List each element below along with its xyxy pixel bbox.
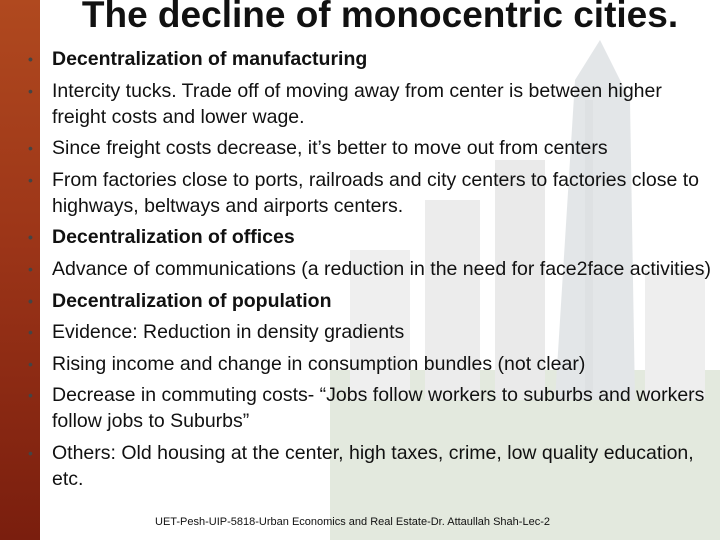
bullet-dot-icon: • [28,229,33,246]
bullet-item [24,440,714,492]
bullet-text: Advance of communications (a reduction in the need for face2face activities) [52,257,712,280]
bullet-dot-icon: • [28,292,33,309]
bullet-text: Since freight costs decrease, it’s better to move out from centers [52,137,608,160]
bullet-dot-icon: • [28,82,33,99]
bullet-text: Decentralization of population [52,289,332,312]
bullet-item [24,351,714,377]
bullet-text: Evidence: Reduction in density gradients [52,321,405,344]
bullet-item [24,288,714,314]
slide-title: The decline of monocentric cities. [81,0,679,35]
bullet-dot-icon: • [28,444,33,461]
bullet-text: Rising income and change in consumption bundles (not clear) [52,352,586,375]
bullet-dot-icon: • [28,324,33,341]
bullet-text: Others: Old housing at the center, high taxes, crime, low quality education, etc. [52,441,694,490]
bullet-item [24,224,714,250]
bullet-dot-icon: • [28,171,33,188]
bullet-text: Decentralization of offices [52,226,295,249]
bullet-list [24,46,714,498]
bullet-dot-icon: • [28,387,33,404]
bullet-dot-icon: • [28,51,33,67]
bullet-dot-icon: • [28,355,33,372]
bullet-text: Intercity tucks. Trade off of moving away from center is between higher freight costs and lower wage. [52,79,662,128]
bullet-item [24,46,714,72]
bullet-item [24,167,714,219]
bullet-dot-icon: • [28,140,33,157]
bullet-text: Decentralization of manufacturing [52,48,368,70]
bullet-item [24,319,714,345]
bullet-text: From factories close to ports, railroads and city centers to factories close to highways, beltways and airports centers. [52,168,700,217]
bullet-item [24,382,714,434]
bullet-dot-icon: • [28,260,33,277]
bullet-item [24,78,714,130]
slide-footer: UET-Pesh-UIP-5818-Urban Economics and Real Estate-Dr. Attaullah Shah-Lec-2 [155,516,550,528]
bullet-item [24,135,714,161]
bullet-text: Decrease in commuting costs- “Jobs follow workers to suburbs and workers follow jobs to Suburbs” [52,384,705,433]
bullet-item [24,256,714,282]
